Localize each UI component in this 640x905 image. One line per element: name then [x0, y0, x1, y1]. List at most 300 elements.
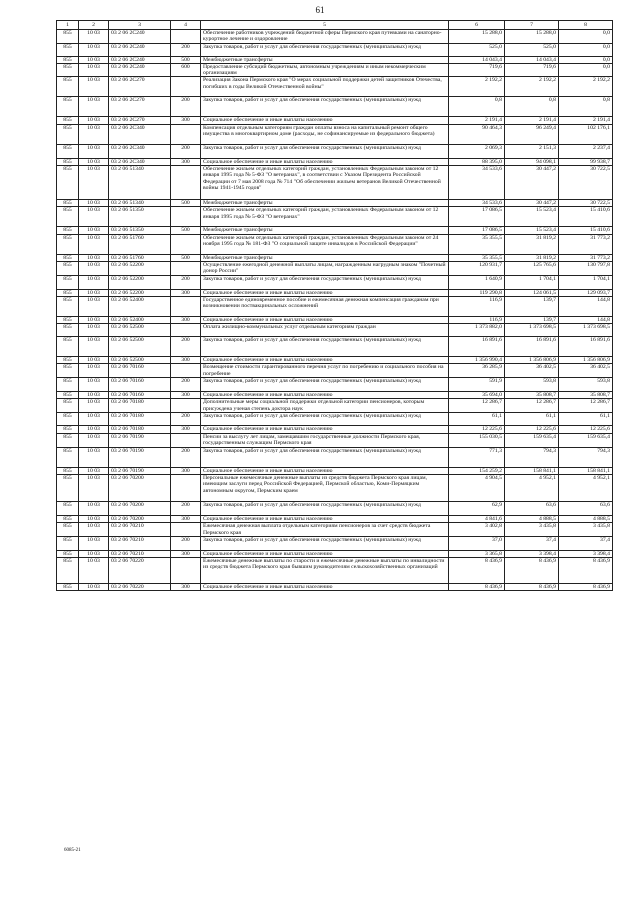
cell-target-article: 03 2 06 70220 [109, 558, 171, 584]
cell-value-year3: 3 435,8 [559, 523, 613, 537]
cell-admin-code: 855 [57, 378, 79, 392]
cell-value-year3: 31 773,2 [559, 234, 613, 254]
cell-description: Межбюджетные трансферты [201, 56, 449, 63]
table-row [57, 337, 613, 357]
cell-value-year1: 34 533,6 [449, 166, 505, 200]
cell-target-article: 03 2 06 2C240 [109, 63, 171, 77]
cell-admin-code: 855 [57, 550, 79, 557]
cell-value-year3: 0,0 [559, 43, 613, 56]
cell-value-year1: 14 043,4 [449, 56, 505, 63]
column-header: 2 [79, 21, 109, 30]
cell-admin-code: 855 [57, 523, 79, 537]
cell-expense-type: 300 [171, 316, 201, 323]
cell-value-year1: 591,9 [449, 378, 505, 392]
cell-admin-code: 855 [57, 117, 79, 124]
table-row [57, 426, 613, 433]
cell-description: Закупка товаров, работ и услуг для обеспечения государственных (муниципальных) нужд [201, 447, 449, 467]
cell-value-year1: 8 436,9 [449, 584, 505, 591]
table-row [57, 261, 613, 275]
table-row [57, 399, 613, 413]
cell-value-year1: 525,0 [449, 43, 505, 56]
cell-target-article: 03 2 06 52400 [109, 316, 171, 323]
cell-description: Социальное обеспечение и иные выплаты населению [201, 515, 449, 522]
cell-value-year3: 12 225,6 [559, 426, 613, 433]
cell-value-year1: 3 365,8 [449, 550, 505, 557]
cell-value-year2: 15 523,4 [505, 207, 559, 227]
cell-description: Социальное обеспечение и иные выплаты населению [201, 357, 449, 364]
cell-section-code: 10 03 [79, 207, 109, 227]
cell-admin-code: 855 [57, 296, 79, 316]
cell-value-year1: 35 694,0 [449, 392, 505, 399]
cell-expense-type: 500 [171, 254, 201, 261]
table-row [57, 515, 613, 522]
cell-admin-code: 855 [57, 158, 79, 165]
cell-expense-type: 300 [171, 467, 201, 474]
cell-value-year2: 15 523,4 [505, 227, 559, 234]
cell-description: Персональные ежемесячные денежные выплаты из средств бюджета Пермского края лицам, имеющим заслуги перед Российской Федерацией, Пермской областью, Коми-Пермяцким автономным округом, Пермским краем [201, 474, 449, 501]
cell-value-year1: 3 402,8 [449, 523, 505, 537]
cell-section-code: 10 03 [79, 550, 109, 557]
table-row [57, 43, 613, 56]
cell-value-year2: 30 447,2 [505, 166, 559, 200]
cell-value-year1: 155 030,5 [449, 433, 505, 447]
cell-section-code: 10 03 [79, 558, 109, 584]
table-row [57, 378, 613, 392]
cell-section-code: 10 03 [79, 166, 109, 200]
cell-target-article: 03 2 06 52400 [109, 296, 171, 316]
cell-admin-code: 855 [57, 515, 79, 522]
cell-section-code: 10 03 [79, 43, 109, 56]
cell-value-year3: 31 773,2 [559, 254, 613, 261]
cell-value-year2: 1 373 698,5 [505, 324, 559, 337]
cell-value-year1: 12 286,7 [449, 399, 505, 413]
table-row [57, 364, 613, 378]
cell-description: Обеспечение жильем отдельных категорий граждан, установленных Федеральным законом от 24 ноября 1995 года № 181-ФЗ "О социальной защите инвалидов в Российской Федерации" [201, 234, 449, 254]
cell-expense-type: 300 [171, 550, 201, 557]
cell-target-article: 03 2 06 51340 [109, 166, 171, 200]
cell-value-year2: 593,8 [505, 378, 559, 392]
cell-target-article: 03 2 06 2C340 [109, 144, 171, 158]
cell-admin-code: 855 [57, 97, 79, 117]
cell-description: Закупка товаров, работ и услуг для обеспечения государственных (муниципальных) нужд [201, 378, 449, 392]
cell-admin-code: 855 [57, 289, 79, 296]
cell-admin-code: 855 [57, 166, 79, 200]
cell-description: Закупка товаров, работ и услуг для обеспечения государственных (муниципальных) нужд [201, 413, 449, 426]
cell-expense-type: 500 [171, 56, 201, 63]
cell-description: Ежемесячные денежные выплаты по старости и ежемесячные денежные выплаты по инвалидности из средств бюджета Пермского края бывшим руководителям сельскохозяйственных организаций [201, 558, 449, 584]
cell-value-year2: 2 191,4 [505, 117, 559, 124]
cell-admin-code: 855 [57, 399, 79, 413]
cell-admin-code: 855 [57, 200, 79, 207]
table-row [57, 227, 613, 234]
cell-admin-code: 855 [57, 56, 79, 63]
table-row [57, 200, 613, 207]
cell-target-article: 03 2 06 2C340 [109, 158, 171, 165]
cell-value-year1: 4 841,6 [449, 515, 505, 522]
cell-expense-type: 600 [171, 63, 201, 77]
cell-admin-code: 855 [57, 426, 79, 433]
cell-value-year1: 1 373 882,0 [449, 324, 505, 337]
cell-value-year3: 130 797,8 [559, 261, 613, 275]
cell-section-code: 10 03 [79, 413, 109, 426]
cell-expense-type: 200 [171, 275, 201, 289]
cell-expense-type [171, 433, 201, 447]
cell-description: Обеспечение жильем отдельных категорий граждан, установленных Федеральным законом от 12 января 1995 года № 5-ФЗ "О ветеранах" [201, 207, 449, 227]
cell-admin-code: 855 [57, 536, 79, 550]
cell-expense-type [171, 558, 201, 584]
cell-value-year3: 15 410,6 [559, 227, 613, 234]
cell-value-year1: 16 891,6 [449, 337, 505, 357]
cell-description: Межбюджетные трансферты [201, 200, 449, 207]
cell-target-article: 03 2 06 2C240 [109, 56, 171, 63]
table-row [57, 433, 613, 447]
cell-expense-type: 200 [171, 378, 201, 392]
cell-section-code: 10 03 [79, 467, 109, 474]
table-row [57, 316, 613, 323]
footer-code: 6085-21 [64, 848, 81, 853]
cell-value-year2: 61,1 [505, 413, 559, 426]
cell-section-code: 10 03 [79, 426, 109, 433]
cell-admin-code: 855 [57, 558, 79, 584]
cell-value-year2: 12 225,6 [505, 426, 559, 433]
cell-target-article: 03 2 06 51340 [109, 200, 171, 207]
cell-target-article: 03 2 06 70160 [109, 364, 171, 378]
cell-description: Предоставление субсидий бюджетным, автономным учреждениям и иным некоммерческим организациям [201, 63, 449, 77]
cell-value-year1: 2 191,4 [449, 117, 505, 124]
cell-section-code: 10 03 [79, 501, 109, 515]
cell-section-code: 10 03 [79, 337, 109, 357]
cell-expense-type: 300 [171, 515, 201, 522]
cell-value-year2: 31 819,2 [505, 234, 559, 254]
cell-admin-code: 855 [57, 316, 79, 323]
cell-value-year2: 159 635,4 [505, 433, 559, 447]
cell-value-year1: 4 904,5 [449, 474, 505, 501]
cell-description: Возмещение стоимости гарантированного перечня услуг по погребению и социального пособия на погребение [201, 364, 449, 378]
cell-target-article: 03 2 06 52200 [109, 261, 171, 275]
cell-admin-code: 855 [57, 124, 79, 144]
cell-expense-type [171, 261, 201, 275]
cell-expense-type [171, 296, 201, 316]
table-row [57, 117, 613, 124]
table-row [57, 158, 613, 165]
cell-value-year3: 158 841,1 [559, 467, 613, 474]
cell-admin-code: 855 [57, 467, 79, 474]
cell-section-code: 10 03 [79, 523, 109, 537]
cell-value-year3: 2 237,4 [559, 144, 613, 158]
cell-section-code: 10 03 [79, 56, 109, 63]
cell-value-year1: 15 288,0 [449, 30, 505, 44]
table-row [57, 289, 613, 296]
cell-value-year1: 116,9 [449, 316, 505, 323]
column-header: 6 [449, 21, 505, 30]
cell-section-code: 10 03 [79, 124, 109, 144]
cell-admin-code: 855 [57, 144, 79, 158]
cell-expense-type: 200 [171, 536, 201, 550]
cell-section-code: 10 03 [79, 289, 109, 296]
table-row [57, 584, 613, 591]
cell-expense-type: 300 [171, 158, 201, 165]
cell-admin-code: 855 [57, 357, 79, 364]
cell-expense-type [171, 234, 201, 254]
cell-value-year1: 34 533,6 [449, 200, 505, 207]
cell-expense-type: 500 [171, 200, 201, 207]
cell-value-year1: 35 355,5 [449, 234, 505, 254]
cell-value-year1: 12 225,6 [449, 426, 505, 433]
column-header: 1 [57, 21, 79, 30]
cell-value-year1: 1 640,9 [449, 275, 505, 289]
cell-expense-type: 200 [171, 97, 201, 117]
cell-value-year1: 771,3 [449, 447, 505, 467]
cell-value-year3: 30 722,5 [559, 200, 613, 207]
cell-section-code: 10 03 [79, 399, 109, 413]
cell-description: Межбюджетные трансферты [201, 254, 449, 261]
cell-value-year1: 120 931,7 [449, 261, 505, 275]
cell-section-code: 10 03 [79, 227, 109, 234]
cell-value-year3: 0,0 [559, 30, 613, 44]
cell-admin-code: 855 [57, 275, 79, 289]
cell-target-article: 03 2 06 70180 [109, 399, 171, 413]
cell-expense-type [171, 364, 201, 378]
cell-value-year3: 102 176,1 [559, 124, 613, 144]
cell-value-year2: 14 043,4 [505, 56, 559, 63]
table-row [57, 523, 613, 537]
cell-value-year2: 16 891,6 [505, 337, 559, 357]
column-header: 4 [171, 21, 201, 30]
table-row [57, 63, 613, 77]
cell-admin-code: 855 [57, 337, 79, 357]
cell-target-article: 03 2 06 2C240 [109, 30, 171, 44]
cell-target-article: 03 2 06 70200 [109, 501, 171, 515]
cell-value-year3: 8 436,9 [559, 558, 613, 584]
cell-value-year1: 8 436,9 [449, 558, 505, 584]
table-row [57, 324, 613, 337]
table-row [57, 447, 613, 467]
cell-value-year3: 35 808,7 [559, 392, 613, 399]
cell-value-year2: 2 151,3 [505, 144, 559, 158]
cell-value-year3: 0,8 [559, 97, 613, 117]
cell-expense-type: 300 [171, 357, 201, 364]
table-row [57, 77, 613, 97]
cell-admin-code: 855 [57, 254, 79, 261]
cell-value-year3: 794,3 [559, 447, 613, 467]
cell-section-code: 10 03 [79, 433, 109, 447]
cell-value-year2: 125 765,6 [505, 261, 559, 275]
cell-section-code: 10 03 [79, 378, 109, 392]
cell-expense-type [171, 30, 201, 44]
column-header: 8 [559, 21, 613, 30]
cell-value-year2: 37,4 [505, 536, 559, 550]
cell-value-year1: 154 259,2 [449, 467, 505, 474]
cell-target-article: 03 2 06 2C270 [109, 77, 171, 97]
cell-expense-type: 200 [171, 43, 201, 56]
cell-expense-type: 200 [171, 413, 201, 426]
cell-value-year3: 144,8 [559, 296, 613, 316]
cell-expense-type [171, 399, 201, 413]
column-header: 5 [201, 21, 449, 30]
cell-value-year3: 593,8 [559, 378, 613, 392]
table-row [57, 474, 613, 501]
cell-value-year2: 4 952,1 [505, 474, 559, 501]
cell-value-year2: 794,3 [505, 447, 559, 467]
cell-target-article: 03 2 06 2C340 [109, 124, 171, 144]
cell-admin-code: 855 [57, 501, 79, 515]
cell-section-code: 10 03 [79, 158, 109, 165]
cell-target-article: 03 2 06 70200 [109, 474, 171, 501]
cell-value-year1: 1 356 990,4 [449, 357, 505, 364]
cell-expense-type: 300 [171, 117, 201, 124]
cell-description: Государственное единовременное пособие и ежемесячная денежная компенсация гражданам при возникновении поствакцинальных осложнений [201, 296, 449, 316]
cell-value-year2: 139,7 [505, 296, 559, 316]
cell-description: Закупка товаров, работ и услуг для обеспечения государственных (муниципальных) нужд [201, 43, 449, 56]
cell-section-code: 10 03 [79, 117, 109, 124]
cell-value-year3: 0,0 [559, 56, 613, 63]
cell-target-article: 03 2 06 2C270 [109, 117, 171, 124]
cell-value-year2: 158 841,1 [505, 467, 559, 474]
cell-value-year2: 31 819,2 [505, 254, 559, 261]
cell-expense-type: 300 [171, 289, 201, 296]
cell-value-year2: 0,8 [505, 97, 559, 117]
cell-admin-code: 855 [57, 63, 79, 77]
cell-value-year3: 30 722,5 [559, 166, 613, 200]
cell-value-year3: 15 410,6 [559, 207, 613, 227]
cell-admin-code: 855 [57, 261, 79, 275]
cell-expense-type [171, 207, 201, 227]
cell-admin-code: 855 [57, 30, 79, 44]
cell-value-year3: 159 635,4 [559, 433, 613, 447]
cell-section-code: 10 03 [79, 316, 109, 323]
cell-description: Реализация Закона Пермского края "О мерах социальной поддержки детей защитников Отечества, погибших в годы Великой Отечественной войны" [201, 77, 449, 97]
cell-expense-type [171, 324, 201, 337]
cell-admin-code: 855 [57, 227, 79, 234]
cell-value-year1: 116,9 [449, 296, 505, 316]
column-header: 7 [505, 21, 559, 30]
cell-admin-code: 855 [57, 207, 79, 227]
cell-expense-type: 200 [171, 337, 201, 357]
table-row [57, 124, 613, 144]
cell-value-year3: 0,0 [559, 63, 613, 77]
cell-expense-type [171, 523, 201, 537]
cell-expense-type: 200 [171, 144, 201, 158]
cell-target-article: 03 2 06 52200 [109, 275, 171, 289]
cell-value-year3: 129 093,7 [559, 289, 613, 296]
column-header: 3 [109, 21, 171, 30]
cell-description: Социальное обеспечение и иные выплаты населению [201, 289, 449, 296]
cell-section-code: 10 03 [79, 200, 109, 207]
cell-value-year3: 144,8 [559, 316, 613, 323]
table-row [57, 234, 613, 254]
cell-admin-code: 855 [57, 77, 79, 97]
cell-admin-code: 855 [57, 234, 79, 254]
cell-description: Закупка товаров, работ и услуг для обеспечения государственных (муниципальных) нужд [201, 501, 449, 515]
cell-value-year3: 12 286,7 [559, 399, 613, 413]
cell-admin-code: 855 [57, 413, 79, 426]
cell-target-article: 03 2 06 2C240 [109, 43, 171, 56]
cell-value-year1: 90 464,3 [449, 124, 505, 144]
cell-value-year2: 124 061,5 [505, 289, 559, 296]
cell-section-code: 10 03 [79, 324, 109, 337]
cell-target-article: 03 2 06 52500 [109, 324, 171, 337]
cell-admin-code: 855 [57, 392, 79, 399]
cell-admin-code: 855 [57, 447, 79, 467]
cell-description: Социальное обеспечение и иные выплаты населению [201, 550, 449, 557]
cell-value-year3: 99 938,7 [559, 158, 613, 165]
cell-target-article: 03 2 06 70180 [109, 413, 171, 426]
cell-description: Социальное обеспечение и иные выплаты населению [201, 117, 449, 124]
table-row [57, 275, 613, 289]
table-row [57, 413, 613, 426]
cell-section-code: 10 03 [79, 30, 109, 44]
cell-target-article: 03 2 06 70190 [109, 467, 171, 474]
table-row [57, 97, 613, 117]
cell-target-article: 03 2 06 70180 [109, 426, 171, 433]
cell-target-article: 03 2 06 51760 [109, 234, 171, 254]
cell-expense-type: 300 [171, 426, 201, 433]
cell-expense-type [171, 166, 201, 200]
table-row [57, 296, 613, 316]
cell-value-year1: 37,0 [449, 536, 505, 550]
cell-expense-type [171, 77, 201, 97]
table-row [57, 467, 613, 474]
cell-target-article: 03 2 06 70190 [109, 433, 171, 447]
cell-section-code: 10 03 [79, 254, 109, 261]
table-row [57, 254, 613, 261]
cell-target-article: 03 2 06 70220 [109, 584, 171, 591]
cell-section-code: 10 03 [79, 474, 109, 501]
cell-description: Обеспечение работников учреждений бюджетной сферы Пермского края путевками на санаторно-курортное лечение и оздоровление [201, 30, 449, 44]
cell-description: Закупка товаров, работ и услуг для обеспечения государственных (муниципальных) нужд [201, 275, 449, 289]
cell-value-year2: 36 402,5 [505, 364, 559, 378]
cell-value-year2: 719,6 [505, 63, 559, 77]
cell-value-year1: 17 086,5 [449, 207, 505, 227]
cell-section-code: 10 03 [79, 234, 109, 254]
cell-value-year1: 2 192,2 [449, 77, 505, 97]
cell-value-year3: 63,6 [559, 501, 613, 515]
cell-value-year2: 15 288,0 [505, 30, 559, 44]
cell-admin-code: 855 [57, 433, 79, 447]
cell-value-year1: 61,1 [449, 413, 505, 426]
cell-section-code: 10 03 [79, 357, 109, 364]
cell-value-year2: 1 356 806,9 [505, 357, 559, 364]
cell-value-year3: 36 402,5 [559, 364, 613, 378]
cell-value-year3: 16 891,6 [559, 337, 613, 357]
cell-value-year3: 8 436,9 [559, 584, 613, 591]
table-row [57, 536, 613, 550]
cell-value-year2: 8 436,9 [505, 558, 559, 584]
cell-section-code: 10 03 [79, 63, 109, 77]
cell-value-year1: 0,8 [449, 97, 505, 117]
cell-section-code: 10 03 [79, 144, 109, 158]
page-number: 61 [315, 5, 325, 15]
cell-description: Оплата жилищно-коммунальных услуг отдельным категориям граждан [201, 324, 449, 337]
cell-description: Социальное обеспечение и иные выплаты населению [201, 316, 449, 323]
cell-value-year2: 94 098,1 [505, 158, 559, 165]
cell-section-code: 10 03 [79, 515, 109, 522]
cell-target-article: 03 2 06 70210 [109, 536, 171, 550]
table-row [57, 501, 613, 515]
cell-section-code: 10 03 [79, 584, 109, 591]
column-number-row [57, 21, 613, 30]
cell-value-year1: 17 086,5 [449, 227, 505, 234]
table-row [57, 144, 613, 158]
cell-value-year2: 8 436,9 [505, 584, 559, 591]
cell-admin-code: 855 [57, 43, 79, 56]
cell-value-year2: 3 435,8 [505, 523, 559, 537]
cell-section-code: 10 03 [79, 364, 109, 378]
cell-value-year2: 35 808,7 [505, 392, 559, 399]
table-row [57, 166, 613, 200]
cell-description: Осуществление ежегодной денежной выплаты лицам, награжденным нагрудным знаком "Почетный донор России" [201, 261, 449, 275]
cell-value-year3: 3 398,4 [559, 550, 613, 557]
